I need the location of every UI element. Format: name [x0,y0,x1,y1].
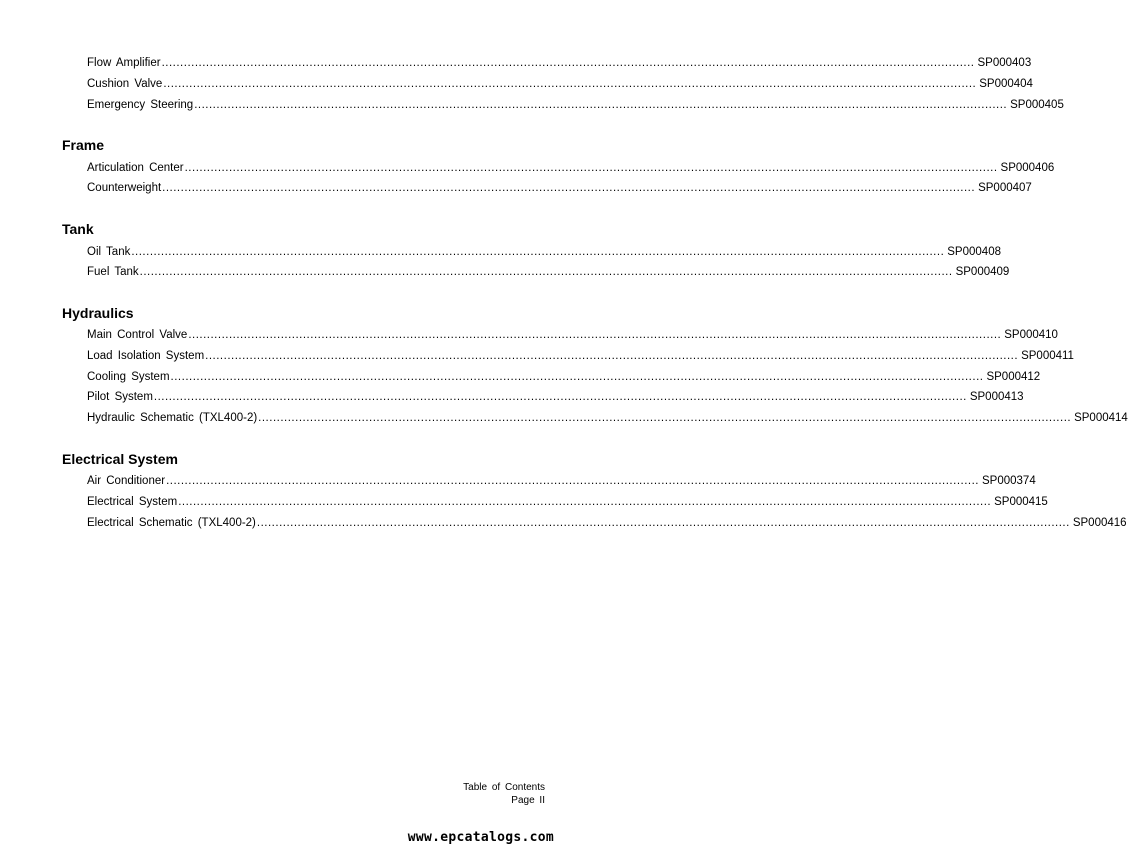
toc-entry[interactable] [87,264,1010,280]
toc-entry-code: SP000406 [1000,162,1055,174]
toc-entry-code: SP000404 [979,78,1033,90]
toc-entry[interactable] [87,327,1058,343]
toc-entry[interactable] [87,348,1074,364]
leader-dots: ............................................................................................................................................................................................................................ [194,99,1008,111]
toc-entry[interactable] [87,515,1127,531]
leader-dots: ............................................................................................................................................................................................................................ [188,329,1002,341]
toc-entry-title: Emergency Steering [87,99,194,111]
toc-entry-code: SP000415 [994,496,1048,508]
toc-entry-title: Flow Amplifier [87,57,161,69]
toc-entry[interactable] [87,76,1033,92]
leader-dots: ............................................................................................................................................................................................................................ [256,517,1070,529]
toc-entry-code: SP000374 [982,475,1036,487]
leader-dots: ............................................................................................................................................................................................................................ [162,182,976,194]
toc-entry-code: SP000407 [978,182,1032,194]
leader-dots: ............................................................................................................................................................................................................................ [161,57,975,69]
toc-entry-title: Counterweight [87,182,162,194]
toc-entry[interactable] [87,244,1001,260]
page-footer [463,781,545,807]
toc-entry[interactable] [87,494,1048,510]
footer-page-number: Page II [511,795,545,806]
leader-dots: ............................................................................................................................................................................................................................ [178,496,992,508]
toc-entry-code: SP000409 [955,266,1010,278]
leader-dots: ............................................................................................................................................................................................................................ [163,78,977,90]
leader-dots: ............................................................................................................................................................................................................................ [205,350,1019,362]
toc-entry-title: Articulation Center [87,162,184,174]
toc-entry-title: Hydraulic Schematic (TXL400-2) [87,412,258,424]
toc-entry[interactable] [87,160,1055,176]
toc-entry[interactable] [87,180,1032,196]
toc-entry-title: Electrical Schematic (TXL400-2) [87,517,256,529]
toc-entry-code: SP000412 [986,371,1041,383]
toc-entry[interactable] [87,369,1041,385]
toc-entry[interactable] [87,97,1064,113]
toc-entry-code: SP000416 [1072,517,1127,529]
leader-dots: ............................................................................................................................................................................................................................ [258,412,1072,424]
toc-entry-title: Fuel Tank [87,266,139,278]
section-heading-tank: Tank [62,221,94,237]
leader-dots: ............................................................................................................................................................................................................................ [139,266,953,278]
toc-entry-title: Cushion Valve [87,78,163,90]
toc-entry-code: SP000403 [977,57,1032,69]
toc-entry-code: SP000408 [947,246,1001,258]
leader-dots: ............................................................................................................................................................................................................................ [184,162,998,174]
leader-dots: ............................................................................................................................................................................................................................ [153,391,967,403]
leader-dots: ............................................................................................................................................................................................................................ [166,475,979,487]
toc-entry[interactable] [87,389,1024,405]
toc-entry-title: Oil Tank [87,246,131,258]
toc-entry-code: SP000411 [1021,350,1074,362]
section-heading-hydraulics: Hydraulics [62,305,134,321]
leader-dots: ............................................................................................................................................................................................................................ [170,371,984,383]
toc-entry-title: Main Control Valve [87,329,188,341]
leader-dots: ............................................................................................................................................................................................................................ [131,246,945,258]
toc-entry-code: SP000413 [969,391,1024,403]
watermark-url: www.epcatalogs.com [407,830,554,845]
toc-entry-title: Cooling System [87,371,170,383]
toc-entry-title: Pilot System [87,391,153,403]
toc-entry-code: SP000414 [1074,412,1128,424]
toc-entry-title: Electrical System [87,496,178,508]
toc-entry[interactable] [87,410,1128,426]
section-heading-electrical-system: Electrical System [62,451,178,467]
toc-entry-title: Air Conditioner [87,475,166,487]
toc-entry-title: Load Isolation System [87,350,205,362]
section-heading-frame: Frame [62,137,105,153]
toc-entry[interactable] [87,55,1032,71]
toc-entry[interactable] [87,473,1036,489]
toc-entry-code: SP000405 [1010,99,1064,111]
toc-entry-code: SP000410 [1004,329,1058,341]
footer-section-title: Table of Contents [463,782,545,793]
